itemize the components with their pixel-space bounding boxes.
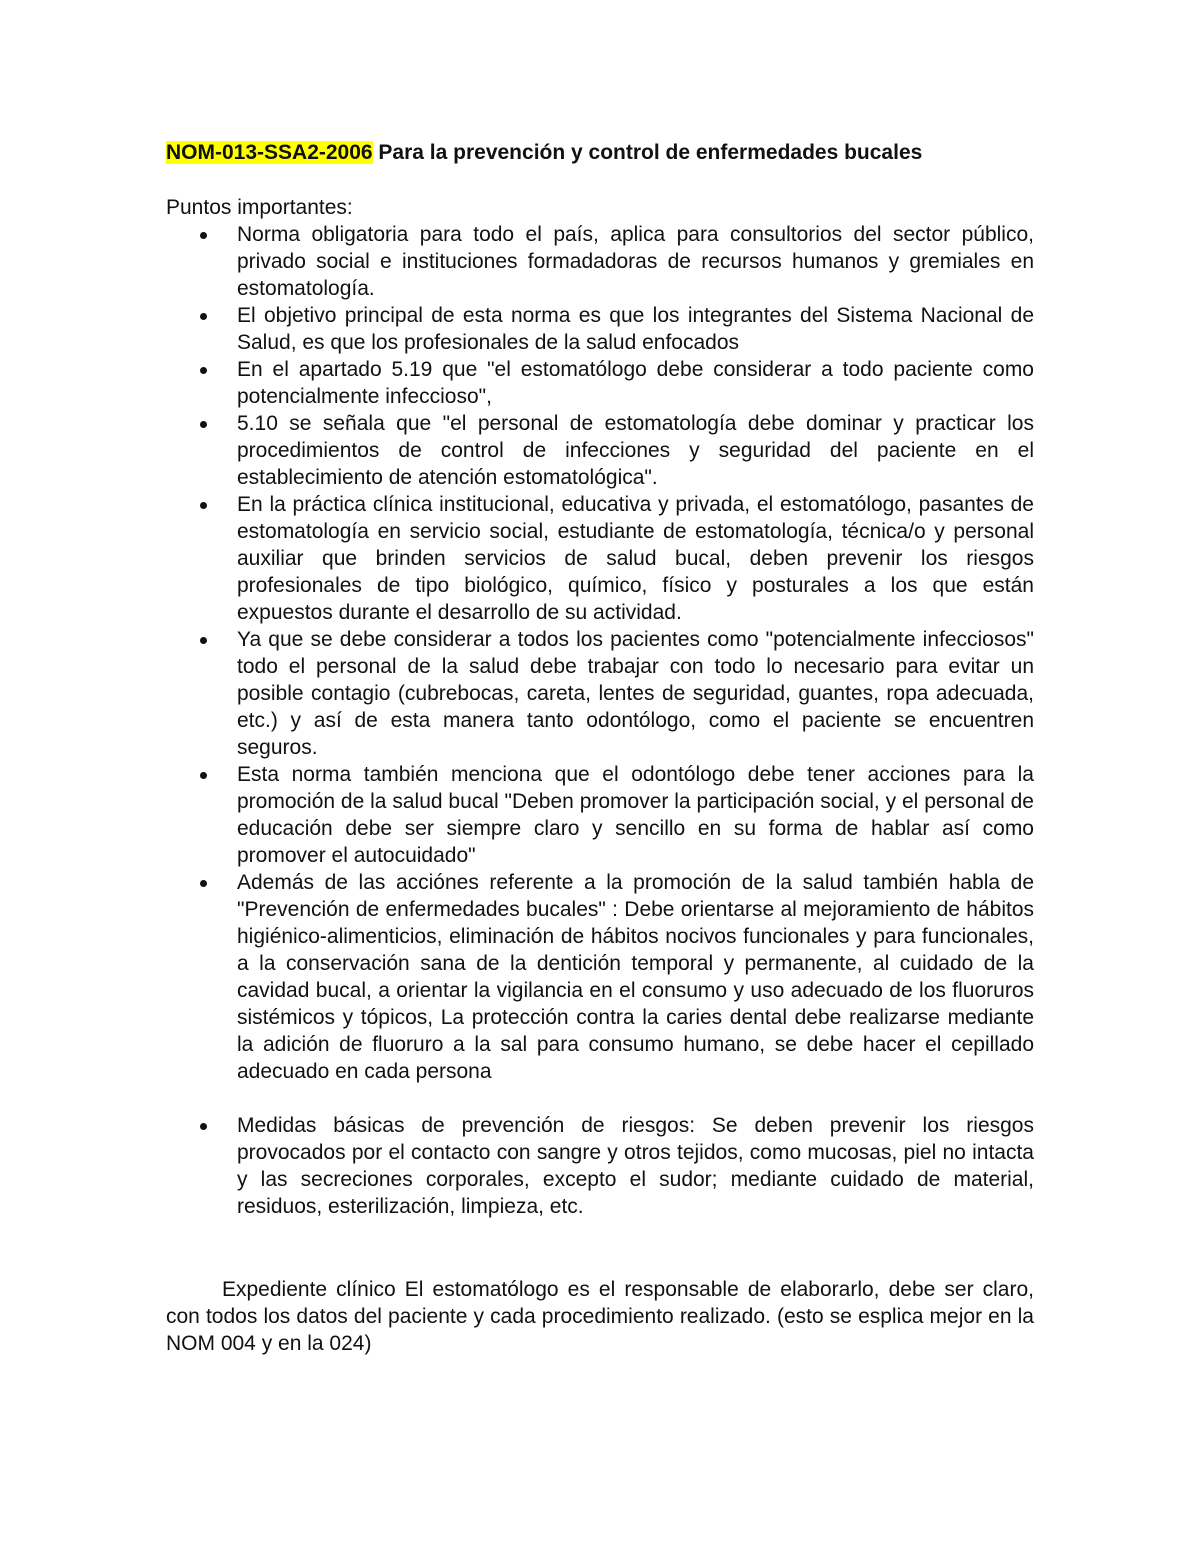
bullet-icon	[200, 313, 207, 320]
key-points-list	[166, 221, 1034, 1220]
bullet-icon	[200, 232, 207, 239]
list-item	[166, 356, 1034, 410]
list-item-text: Esta norma también menciona que el odontólogo debe tener acciones para la promoción de la salud bucal "Deben promover la participación social, y el personal de educación debe ser siempre claro y sencillo en su forma de hablar así como promover el autocuidado"	[237, 763, 1034, 867]
title-code-highlight: NOM-013-SSA2-2006	[166, 141, 373, 164]
bullet-icon	[200, 880, 207, 887]
list-item	[166, 1112, 1034, 1220]
list-item	[166, 302, 1034, 356]
closing-paragraph: Expediente clínico El estomatólogo es el responsable de elaborarlo, debe ser claro, con todos los datos del paciente y cada procedimiento realizado. (esto se esplica mejor en la NOM 004 y en la 024)	[166, 1278, 1034, 1355]
list-item-text: El objetivo principal de esta norma es que los integrantes del Sistema Nacional de Salud, es que los profesionales de la salud enfocados	[237, 304, 1034, 354]
document-body	[166, 138, 1034, 1357]
list-item-text: Ya que se debe considerar a todos los pacientes como "potencialmente infecciosos" todo el personal de la salud debe trabajar con todo lo necesario para evitar un posible contagio (cubrebocas, careta, lentes de seguridad, guantes, ropa adecuada, etc.) y así de esta manera tanto odontólogo, como el paciente se encuentren seguros.	[237, 628, 1034, 759]
bullet-icon	[200, 421, 207, 428]
list-item-text: 5.10 se señala que "el personal de estomatología debe dominar y practicar los procedimientos de control de infecciones y seguridad del paciente en el establecimiento de atención estomatológica".	[237, 412, 1034, 489]
bullet-icon	[200, 367, 207, 374]
title-text: Para la prevención y control de enfermedades bucales	[372, 141, 923, 164]
list-item-text: Norma obligatoria para todo el país, aplica para consultorios del sector público, privado social e instituciones formadadoras de recursos humanos y gremiales en estomatología.	[237, 223, 1034, 300]
list-item-text: En la práctica clínica institucional, educativa y privada, el estomatólogo, pasantes de estomatología en servicio social, estudiante de estomatología, técnica/o y personal auxiliar que brinden servicios de salud bucal, deben prevenir los riesgos profesionales de tipo biológico, químico, físico y posturales a los que están expuestos durante el desarrollo de su actividad.	[237, 493, 1034, 624]
list-item	[166, 410, 1034, 491]
document-title	[166, 138, 1034, 168]
bullet-icon	[200, 502, 207, 509]
list-item-text: Además de las acciónes referente a la promoción de la salud también habla de "Prevención de enfermedades bucales" : Debe orientarse al mejoramiento de hábitos higiénico-alimenticios, eliminación de hábitos nocivos funcionales y para funcionales, a la conservación sana de la dentición temporal y permanente, al cuidado de la cavidad bucal, a orientar la vigilancia en el consumo y uso adecuado de los fluoruros sistémicos y tópicos, La protección contra la caries dental debe realizarse mediante la adición de fluoruro a la sal para consumo humano, se debe hacer el cepillado adecuado en cada persona	[237, 871, 1034, 1083]
list-item-text: En el apartado 5.19 que "el estomatólogo debe considerar a todo paciente como potencialmente infeccioso",	[237, 358, 1034, 408]
list-item	[166, 221, 1034, 302]
list-item-text: Medidas básicas de prevención de riesgos: Se deben prevenir los riesgos provocados por el contacto con sangre y otros tejidos, como mucosas, piel no intacta y las secreciones corporales, excepto el sudor; mediante cuidado de material, residuos, esterilización, limpieza, etc.	[237, 1114, 1034, 1218]
intro-label: Puntos importantes:	[166, 196, 353, 219]
bullet-icon	[200, 772, 207, 779]
list-item	[166, 491, 1034, 626]
list-item	[166, 761, 1034, 869]
bullet-icon	[200, 637, 207, 644]
list-item	[166, 626, 1034, 761]
bullet-icon	[200, 1123, 207, 1130]
list-item	[166, 869, 1034, 1085]
